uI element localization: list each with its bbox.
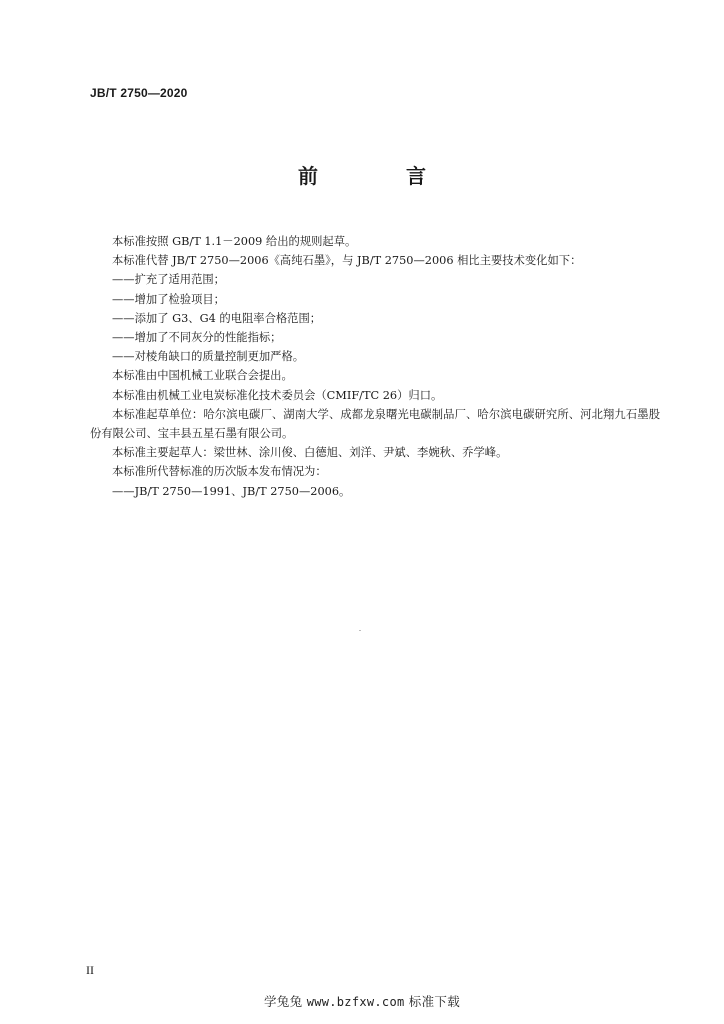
paragraph-drafters: 本标准主要起草人：梁世林、涂川俊、白德旭、刘洋、尹斌、李婉秋、乔学峰。 bbox=[112, 446, 508, 460]
paragraph-drafting-units: 本标准起草单位：哈尔滨电碳厂、湖南大学、成都龙泉曙光电碳制品厂、哈尔滨电碳研究所、河北翔九石墨股份有限公司、宝丰县五星石墨有限公司。 bbox=[90, 407, 660, 441]
paragraph-edition-history: 本标准所代替标准的历次版本发布情况为： bbox=[112, 465, 327, 479]
watermark-label: 标准下载 bbox=[408, 994, 460, 1009]
watermark-brand: 学兔兔 bbox=[264, 994, 303, 1009]
paragraph-proposed-by: 本标准由中国机械工业联合会提出。 bbox=[112, 369, 293, 383]
paragraph-previous-editions: ——JB/T 2750—1991、JB/T 2750—2006。 bbox=[112, 484, 351, 498]
scan-speck bbox=[359, 630, 361, 631]
page-number: II bbox=[86, 963, 94, 977]
page-title: 前 言 bbox=[298, 164, 460, 188]
watermark-link[interactable]: www.bzfxw.com bbox=[306, 995, 405, 1009]
paragraph-replacement: 本标准代替 JB/T 2750—2006《高纯石墨》，与 JB/T 2750—2006 相比主要技术变化如下： bbox=[112, 254, 582, 268]
foreword-body bbox=[90, 232, 660, 501]
change-item-inspection: ——增加了检验项目； bbox=[112, 292, 225, 306]
standard-code: JB/T 2750—2020 bbox=[90, 86, 188, 100]
paragraph-under-jurisdiction: 本标准由机械工业电炭标准化技术委员会（CMIF/TC 26）归口。 bbox=[112, 388, 443, 402]
paragraph-drafting-rule: 本标准按照 GB/T 1.1－2009 给出的规则起草。 bbox=[112, 235, 357, 248]
change-item-ash: ——增加了不同灰分的性能指标； bbox=[112, 331, 282, 345]
watermark bbox=[0, 992, 724, 1010]
change-item-resistivity: ——添加了 G3、G4 的电阻率合格范围； bbox=[112, 311, 322, 325]
change-item-scope: ——扩充了适用范围； bbox=[112, 273, 225, 287]
change-item-edge-defect: ——对棱角缺口的质量控制更加严格。 bbox=[112, 350, 305, 364]
